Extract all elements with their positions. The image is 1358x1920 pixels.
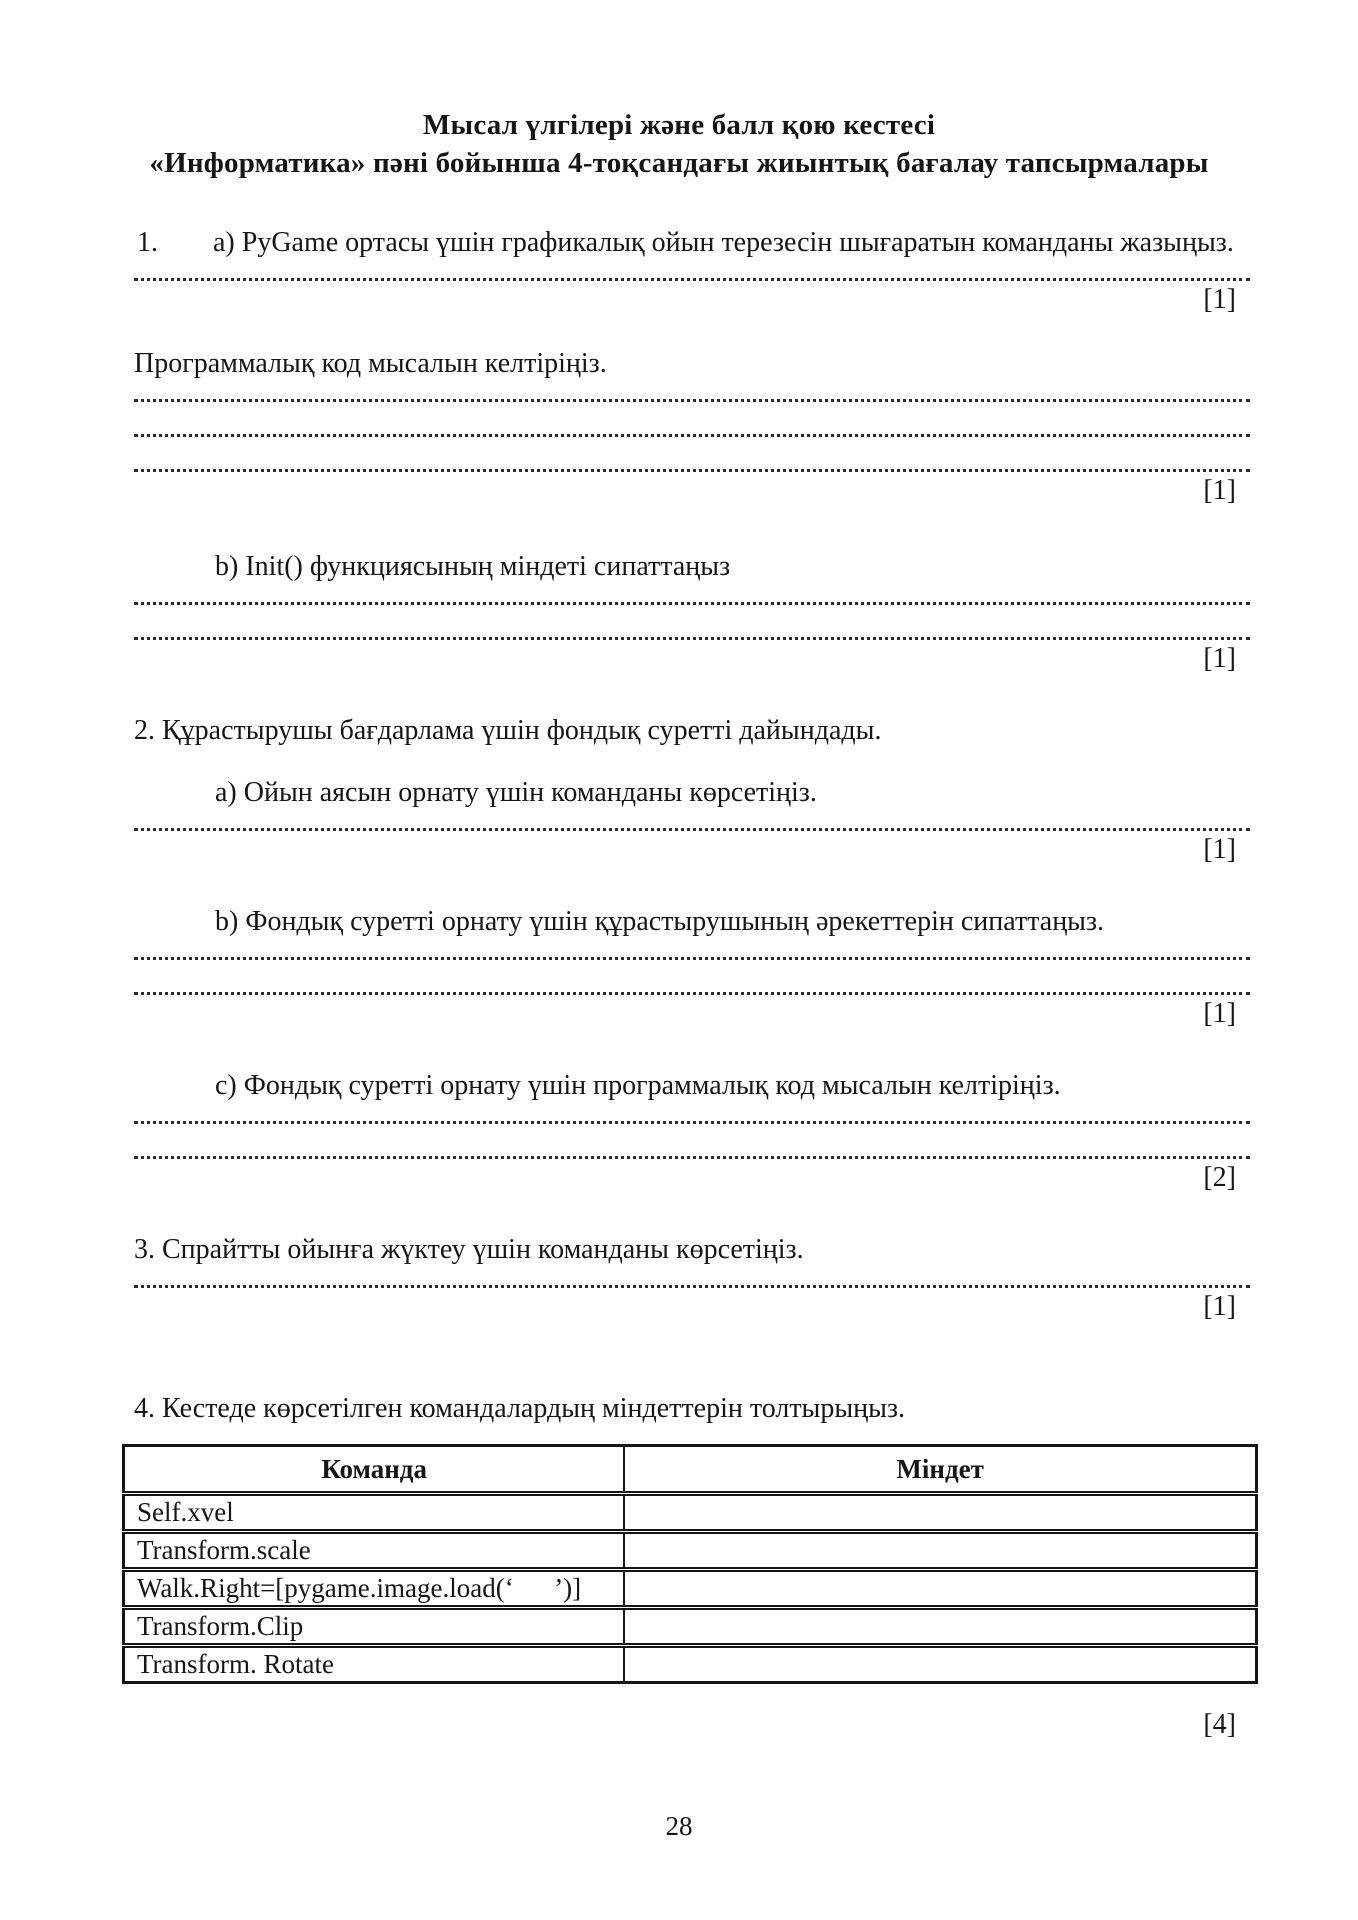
questions-area <box>110 226 1250 1740</box>
question-block <box>110 1233 1250 1322</box>
answer-line <box>134 402 1250 437</box>
question-block <box>110 905 1250 1029</box>
duty-cell <box>624 1532 1256 1570</box>
answer-line <box>134 810 1250 831</box>
table-head <box>124 1446 1257 1494</box>
question-block <box>110 347 1250 506</box>
question-block <box>110 714 1250 748</box>
document-header <box>0 0 1358 182</box>
table-row <box>124 1646 1257 1683</box>
answer-lines <box>134 260 1250 281</box>
answer-line <box>134 381 1250 402</box>
commands-table <box>122 1444 1258 1684</box>
question-text: 4. Кестеде көрсетілген командалардың міндеттерін толтырыңыз. <box>134 1393 906 1424</box>
answer-line <box>134 437 1250 472</box>
question-text: Программалық код мысалын келтіріңіз. <box>134 348 607 379</box>
document-subtitle: «Информатика» пәні бойынша 4-тоқсандағы жиынтық бағалау тапсырмалары <box>149 147 1209 179</box>
duty-cell <box>624 1608 1256 1646</box>
question-text: b) Init() функциясының міндеті сипаттаңыз <box>215 551 731 582</box>
answer-lines <box>134 1103 1250 1159</box>
question-text: c) Фондық суретті орнату үшін программалық код мысалын келтіріңіз. <box>215 1070 1061 1101</box>
question-text: 3. Спрайтты ойынға жүктеу үшін команданы көрсетіңіз. <box>134 1234 804 1265</box>
answer-line <box>134 960 1250 995</box>
duty-cell <box>624 1646 1256 1683</box>
question-block <box>110 1069 1250 1193</box>
question-block <box>110 1392 1250 1426</box>
duty-cell <box>624 1570 1256 1608</box>
command-cell: Transform. Rotate <box>124 1646 625 1683</box>
answer-line <box>134 1103 1250 1124</box>
table-row <box>124 1494 1257 1532</box>
question-text <box>110 226 1250 260</box>
answer-line <box>134 605 1250 640</box>
command-cell: Self.xvel <box>124 1494 625 1532</box>
duty-cell <box>624 1494 1256 1532</box>
answer-lines <box>134 939 1250 995</box>
command-cell: Walk.Right=[pygame.image.load(‘ ’)] <box>124 1570 625 1608</box>
commands-table-block <box>110 1444 1250 1740</box>
table-row <box>124 1570 1257 1608</box>
answer-lines <box>134 584 1250 640</box>
page-number: 28 <box>665 1811 693 1841</box>
marks-badge: [4] <box>1203 1709 1236 1740</box>
answer-lines <box>134 810 1250 831</box>
command-cell: Transform.scale <box>124 1532 625 1570</box>
question-text: b) Фондық суретті орнату үшін құрастырушының әрекеттерін сипаттаңыз. <box>215 906 1105 937</box>
marks-badge: [1] <box>1203 1291 1236 1322</box>
question-block <box>110 550 1250 674</box>
question-number: 1. <box>137 227 158 258</box>
question-text-label: a) PyGame ортасы үшін графикалық ойын терезесін шығаратын команданы жазыңыз. <box>213 227 1234 258</box>
marks-badge: [1] <box>1203 284 1236 315</box>
question-text: 2. Құрастырушы бағдарлама үшін фондық суретті дайындады. <box>134 715 882 746</box>
answer-lines <box>134 381 1250 472</box>
question-text: a) Ойын аясын орнату үшін команданы көрсетіңіз. <box>215 777 817 808</box>
answer-lines <box>134 1267 1250 1288</box>
document-title: Мысал үлгілері және балл қою кестесі <box>422 109 936 141</box>
table-row <box>124 1532 1257 1570</box>
answer-line <box>134 1267 1250 1288</box>
table-row <box>124 1608 1257 1646</box>
table-header-komanda: Команда <box>124 1446 625 1494</box>
answer-line <box>134 584 1250 605</box>
answer-line <box>134 260 1250 281</box>
answer-line <box>134 939 1250 960</box>
marks-badge: [2] <box>1203 1162 1236 1193</box>
command-cell: Transform.Clip <box>124 1608 625 1646</box>
marks-badge: [1] <box>1203 998 1236 1029</box>
question-block <box>110 226 1250 315</box>
table-body <box>124 1494 1257 1683</box>
table-header-row <box>124 1446 1257 1494</box>
marks-badge: [1] <box>1203 643 1236 674</box>
marks-badge: [1] <box>1203 475 1236 506</box>
marks-badge: [1] <box>1203 834 1236 865</box>
answer-line <box>134 1124 1250 1159</box>
table-header-mindet: Міндет <box>624 1446 1256 1494</box>
question-block <box>110 776 1250 865</box>
